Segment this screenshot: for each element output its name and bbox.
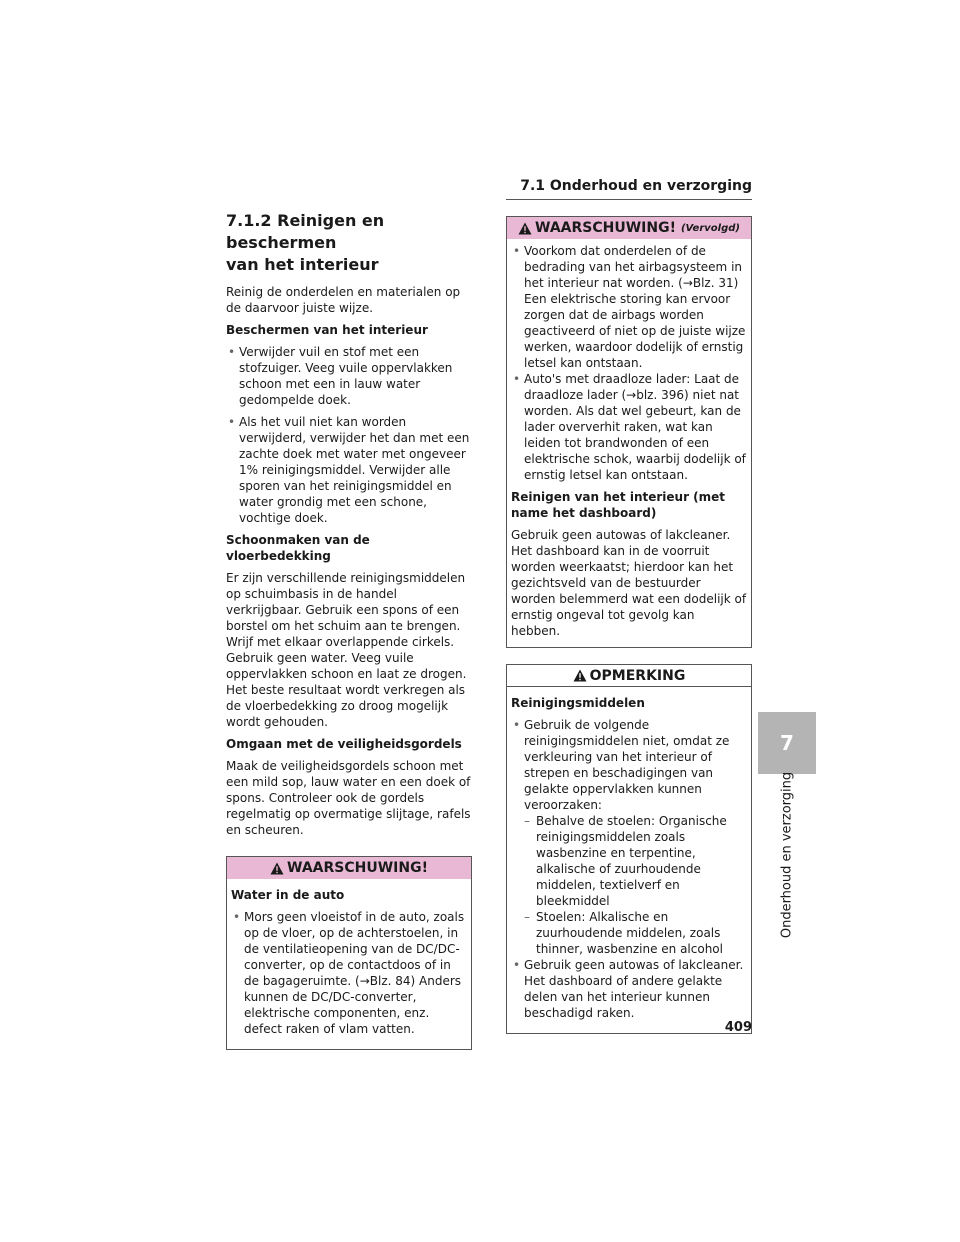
warning-header — [227, 857, 471, 879]
warning-continued-title: WAARSCHUWING! — [535, 220, 676, 236]
section-title-line1: 7.1.2 Reinigen en beschermen — [226, 211, 385, 252]
section-title-line2: van het interieur — [226, 255, 379, 274]
note-box — [506, 664, 752, 1034]
warning-triangle-icon — [270, 862, 284, 875]
list-item: • Voorkom dat onderdelen of de bedrading van het airbagsysteem in het interieur nat worden. (→Blz. 31) Een elektrische storing kan ervoor zorgen dat de airbags worden geactiveerd of niet op de juiste wijze werken, waardoor dodelijk of ernstig letsel kan ontstaan. — [511, 243, 747, 371]
page-number: 409 — [724, 1020, 752, 1035]
warning-continued-body — [507, 239, 751, 647]
warning-body — [227, 879, 471, 1049]
warning-subheading: Water in de auto — [231, 888, 345, 902]
right-column — [506, 216, 752, 1034]
dashboard-text: Gebruik geen autowas of lakcleaner. Het dashboard kan in de voorruit worden weerkaatst; hierdoor kan het gezichtsveld van de bestuurder worden belemmerd wat een dodelijk of ernstig ongeval tot gevolg kan hebben. — [511, 528, 747, 638]
left-column — [226, 210, 472, 1050]
section-title — [226, 210, 472, 276]
note-list — [511, 717, 747, 1021]
belts-text: Maak de veiligheidsgordels schoon met een mild sop, lauw water en een doek of spons. Controleer ook de gordels regelmatig op overmatige slijtage, rafels en scheuren. — [226, 759, 471, 837]
warning-box — [226, 856, 472, 1050]
protect-list — [226, 344, 472, 526]
list-item: • Auto's met draadloze lader: Laat de draadloze lader (→blz. 396) niet nat worden. Als dat wel gebeurt, kan de lader oververhit raken, wat kan leiden tot brandwonden of een elektrische schok, waarbij dodelijk of ernstig letsel kan ontstaan. — [511, 371, 747, 483]
belts-heading: Omgaan met de veiligheidsgordels — [226, 737, 462, 751]
note-item-text: Gebruik de volgende reinigingsmiddelen niet, omdat ze verkleuring van het interieur of strepen en beschadigingen van gelakte oppervlakken kunnen veroorzaken: — [524, 718, 730, 812]
warning-continued-list — [511, 243, 747, 483]
intro-text: Reinig de onderdelen en materialen op de daarvoor juiste wijze. — [226, 285, 461, 315]
sub-list-item: – Behalve de stoelen: Organische reinigingsmiddelen zoals wasbenzine en terpentine, alkalische of zuurhoudende middelen, textielverf en bleekmiddel — [524, 813, 747, 909]
protect-heading: Beschermen van het interieur — [226, 323, 428, 337]
section-header: 7.1 Onderhoud en verzorging — [520, 178, 752, 194]
list-item — [511, 717, 747, 957]
chapter-tab: 7 — [758, 712, 816, 774]
dashboard-heading: Reinigen van het interieur (met name het dashboard) — [511, 490, 726, 520]
warning-triangle-icon — [518, 222, 532, 235]
warning-continued-header — [507, 217, 751, 239]
list-item: • Verwijder vuil en stof met een stofzuiger. Veeg vuile oppervlakken schoon met een in lauw water gedompelde doek. — [226, 344, 472, 408]
caution-triangle-icon — [573, 669, 587, 682]
continued-label: (Vervolgd) — [680, 222, 740, 234]
sub-list-item: – Stoelen: Alkalische en zuurhoudende middelen, zoals thinner, wasbenzine en alcohol — [524, 909, 747, 957]
warning-continued-box — [506, 216, 752, 648]
note-title: OPMERKING — [589, 667, 686, 684]
note-sublist — [524, 813, 747, 957]
list-item: • Als het vuil niet kan worden verwijderd, verwijder het dan met een zachte doek met water met ongeveer 1% reinigingsmiddel. Verwijder alle sporen van het reinigingsmiddel en water grondig met een schone, vochtige doek. — [226, 414, 472, 526]
warning-title: WAARSCHUWING! — [287, 860, 428, 876]
chapter-tab-label: Onderhoud en verzorging — [779, 771, 795, 939]
header-rule — [506, 199, 752, 200]
carpet-heading: Schoonmaken van de vloerbedekking — [226, 533, 370, 563]
note-body — [507, 687, 751, 1033]
carpet-text: Er zijn verschillende reinigingsmiddelen op schuimbasis in de handel verkrijgbaar. Gebruik een spons of een borstel om het schuim aan te brengen. Wrijf met elkaar overlappende cirkels. Gebruik geen water. Veeg vuile oppervlakken schoon en laat ze drogen. Het beste resultaat wordt verkregen als de vloerbedekking zo droog mogelijk wordt gehouden. — [226, 571, 467, 729]
list-item: • Gebruik geen autowas of lakcleaner. Het dashboard of andere gelakte delen van het interieur kunnen beschadigd raken. — [511, 957, 747, 1021]
note-header — [507, 665, 751, 687]
warning-list — [231, 909, 467, 1037]
list-item: • Mors geen vloeistof in de auto, zoals op de vloer, op de achterstoelen, in de ventilatieopening van de DC/DC-converter, op de contactdoos of in de bagageruimte. (→Blz. 84) Anders kunnen de DC/DC-converter, elektrische componenten, enz. defect raken of vlam vatten. — [231, 909, 467, 1037]
note-subheading: Reinigingsmiddelen — [511, 696, 645, 710]
